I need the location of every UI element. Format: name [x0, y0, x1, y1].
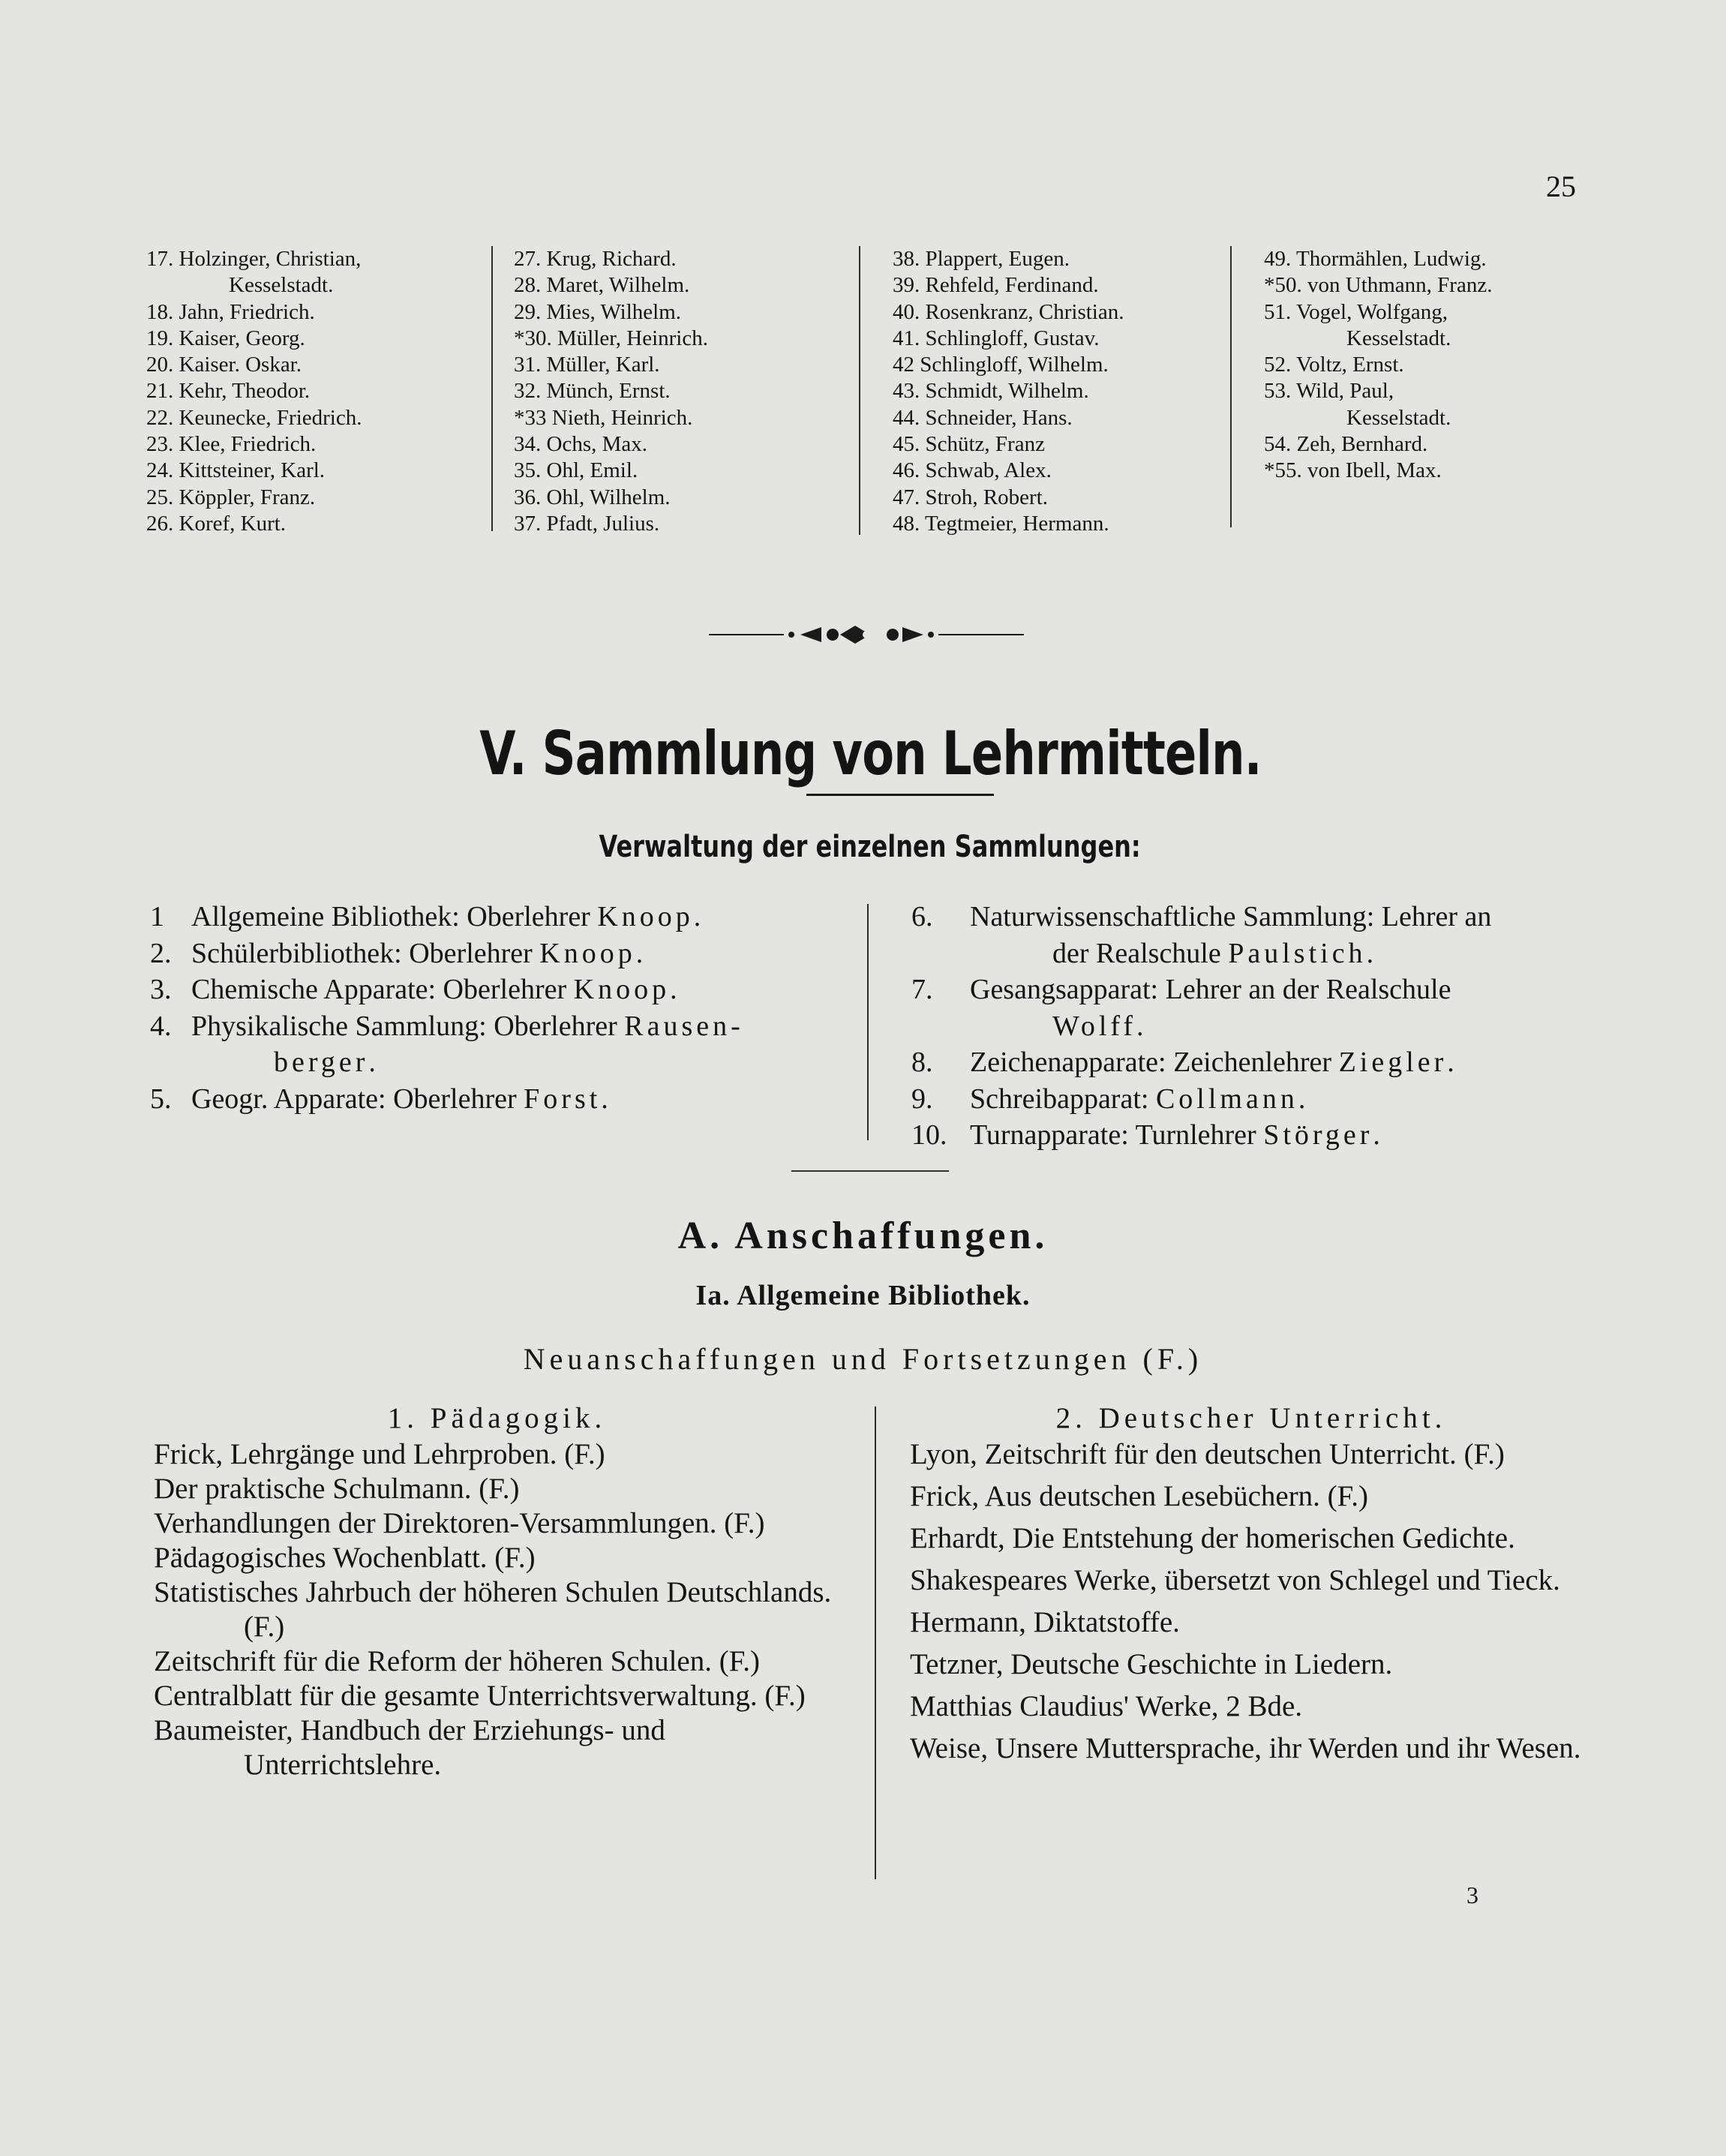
verwaltung-entry	[911, 1081, 1601, 1118]
student-entry: *33 Nieth, Heinrich.	[514, 405, 693, 430]
student-entry: 40. Rosenkranz, Christian.	[893, 299, 1124, 324]
student-entry: 25. Köppler, Franz.	[146, 485, 316, 509]
entry-text: berger.	[274, 1046, 376, 1078]
column-divider	[491, 246, 493, 531]
student-entry: 20. Kaiser. Oskar.	[146, 353, 302, 377]
student-entry: 41. Schlingloff, Gustav.	[893, 326, 1100, 350]
student-entry: 48. Tegtmeier, Hermann.	[893, 511, 1109, 536]
student-entry: 36. Ohl, Wilhelm.	[514, 485, 671, 509]
entry-text: Turnapparate: Turnlehrer Störger.	[970, 1119, 1380, 1151]
student-entry: 31. Müller, Karl.	[514, 353, 660, 377]
book-entry: Pädagogisches Wochenblatt. (F.)	[154, 1542, 536, 1574]
student-entry: 29. Mies, Wilhelm.	[514, 299, 682, 324]
book-entry: Verhandlungen der Direktoren-Versammlungen. (F.)	[154, 1507, 765, 1539]
entry-number	[150, 1044, 191, 1081]
student-list	[146, 246, 1601, 539]
subject-heading: 1. Pädagogik.	[387, 1402, 607, 1434]
entry-text: Zeichenapparate: Zeichenlehrer Ziegler.	[970, 1046, 1454, 1078]
student-column-2	[514, 246, 874, 537]
person-name: Ziegler	[1338, 1046, 1448, 1078]
student-entry: 24. Kittsteiner, Karl.	[146, 458, 326, 483]
verwaltung-right	[911, 899, 1601, 1154]
entry-number: 6.	[911, 901, 933, 932]
heading-neuanschaffungen: Neuanschaffungen und Fortsetzungen (F.)	[523, 1342, 1203, 1376]
verwaltung-entry	[911, 1117, 1601, 1154]
student-entry: 22. Keunecke, Friedrich.	[146, 405, 362, 430]
entry-text: Wolff.	[1052, 1010, 1144, 1042]
student-entry: 51. Vogel, Wolfgang,	[1264, 299, 1448, 324]
entry-text: der Realschule Paulstich.	[1052, 937, 1374, 969]
person-name: Paulstich	[1228, 937, 1367, 969]
book-entry: Frick, Aus deutschen Lesebüchern. (F.)	[910, 1480, 1368, 1512]
entry-number: 5.	[150, 1083, 172, 1115]
student-entry: 37. Pfadt, Julius.	[514, 511, 660, 536]
person-name: Knoop	[597, 901, 694, 932]
entry-text: Schreibapparat: Collmann.	[970, 1083, 1306, 1115]
student-entry: 26. Koref, Kurt.	[146, 511, 287, 536]
ornament-divider	[709, 620, 1024, 650]
column-divider	[859, 246, 860, 535]
entry-text: Chemische Apparate: Oberlehrer Knoop.	[191, 974, 677, 1005]
title-underline	[806, 794, 994, 796]
person-name: berger	[274, 1046, 369, 1078]
entry-number: 3.	[150, 974, 172, 1005]
book-list	[154, 1437, 840, 1782]
person-name: Rausen-	[624, 1010, 744, 1042]
student-entry: 49. Thormählen, Ludwig.	[1264, 247, 1487, 271]
student-entry: 47. Stroh, Robert.	[893, 485, 1049, 509]
student-entry: Kesselstadt.	[229, 273, 334, 298]
student-entry: *30. Müller, Heinrich.	[514, 326, 708, 350]
books-paedagogik	[154, 1401, 840, 1782]
student-entry: 21. Kehr, Theodor.	[146, 379, 311, 404]
student-entry: 52. Voltz, Ernst.	[1264, 353, 1404, 377]
verwaltung-entry	[150, 1008, 848, 1045]
book-entry: Tetzner, Deutsche Geschichte in Liedern.	[910, 1648, 1393, 1680]
verwaltung-entry	[150, 1081, 848, 1118]
student-entry: 28. Maret, Wilhelm.	[514, 273, 690, 298]
subject-heading: 2. Deutscher Unterricht.	[1055, 1402, 1447, 1434]
entry-number: 7.	[911, 974, 933, 1005]
book-list	[910, 1437, 1592, 1766]
column-divider	[1230, 246, 1232, 527]
student-entry: 19. Kaiser, Georg.	[146, 326, 305, 350]
entry-number: 4.	[150, 1010, 172, 1042]
entry-number: 10.	[911, 1119, 947, 1151]
entry-number	[911, 935, 970, 972]
student-entry: 39. Rehfeld, Ferdinand.	[893, 273, 1099, 298]
book-entry: Frick, Lehrgänge und Lehrproben. (F.)	[154, 1438, 605, 1470]
page-number: 25	[1546, 170, 1576, 203]
verwaltung-entry	[150, 935, 848, 972]
entry-text: Geogr. Apparate: Oberlehrer Forst.	[191, 1083, 608, 1115]
verwaltung-entry	[911, 1008, 1601, 1045]
verwaltung-entry	[150, 971, 848, 1008]
column-divider	[875, 1407, 876, 1879]
books-deutsch	[910, 1401, 1592, 1766]
entry-text: Physikalische Sammlung: Oberlehrer Rausen-	[191, 1010, 744, 1042]
book-entry: Shakespeares Werke, übersetzt von Schlegel und Tieck.	[910, 1564, 1560, 1596]
student-entry: 18. Jahn, Friedrich.	[146, 299, 315, 324]
verwaltung-entry	[911, 1044, 1601, 1081]
student-column-3	[893, 246, 1230, 537]
entry-text: Allgemeine Bibliothek: Oberlehrer Knoop.	[191, 901, 701, 932]
entry-number: 9.	[911, 1083, 933, 1115]
entry-text: Gesangsapparat: Lehrer an der Realschule	[970, 974, 1451, 1005]
verwaltung-entry	[911, 971, 1601, 1008]
student-entry: 46. Schwab, Alex.	[893, 458, 1052, 483]
person-name: Wolff	[1052, 1010, 1137, 1042]
book-entry: Centralblatt für die gesamte Unterrichtsverwaltung. (F.)	[154, 1680, 806, 1712]
book-entry: Erhardt, Die Entstehung der homerischen Gedichte.	[910, 1522, 1515, 1554]
book-entry: Lyon, Zeitschrift für den deutschen Unterricht. (F.)	[910, 1438, 1505, 1470]
student-entry: 43. Schmidt, Wilhelm.	[893, 379, 1089, 404]
entry-number: 8.	[911, 1046, 933, 1078]
student-entry: 35. Ohl, Emil.	[514, 458, 638, 483]
heading-anschaffungen: A. Anschaffungen.	[677, 1215, 1049, 1257]
book-entry: Baumeister, Handbuch der Erziehungs- und Unterrichtslehre.	[154, 1714, 665, 1781]
verwaltung-entry	[150, 1044, 848, 1081]
section-subtitle: Verwaltung der einzelnen Sammlungen:	[599, 830, 1141, 864]
person-name: Störger	[1263, 1119, 1373, 1151]
book-entry: Statistisches Jahrbuch der höheren Schulen Deutschlands. (F.)	[154, 1576, 832, 1643]
student-entry: 32. Münch, Ernst.	[514, 379, 671, 404]
heading-allgemeine-bibliothek: Ia. Allgemeine Bibliothek.	[695, 1280, 1031, 1311]
entry-text: Naturwissenschaftliche Sammlung: Lehrer an	[970, 901, 1492, 932]
student-entry: *50. von Uthmann, Franz.	[1264, 273, 1493, 298]
student-column-1	[146, 246, 484, 537]
book-entry: Zeitschrift für die Reform der höheren Schulen. (F.)	[154, 1645, 761, 1677]
signature-number: 3	[1466, 1881, 1478, 1908]
entry-text: Schülerbibliothek: Oberlehrer Knoop.	[191, 937, 644, 969]
column-divider	[867, 904, 869, 1140]
person-name: Knoop	[539, 937, 636, 969]
verwaltung-entry	[150, 899, 848, 935]
entry-number: 2.	[150, 937, 172, 969]
student-entry: 45. Schütz, Franz	[893, 432, 1045, 457]
student-entry: 34. Ochs, Max.	[514, 432, 648, 457]
student-entry: 54. Zeh, Bernhard.	[1264, 432, 1428, 457]
book-entry: Matthias Claudius' Werke, 2 Bde.	[910, 1690, 1303, 1722]
verwaltung-left	[150, 899, 848, 1117]
verwaltung-entry	[911, 899, 1601, 935]
book-entry: Der praktische Schulmann. (F.)	[154, 1473, 520, 1505]
student-entry: Kesselstadt.	[1346, 405, 1451, 430]
person-name: Forst	[524, 1083, 602, 1115]
section-title: V. Sammlung von Lehrmitteln.	[479, 719, 1262, 788]
short-divider	[791, 1170, 949, 1172]
person-name: Knoop	[573, 974, 671, 1005]
person-name: Collmann	[1155, 1083, 1298, 1115]
student-entry: 38. Plappert, Eugen.	[893, 247, 1070, 271]
book-entry: Weise, Unsere Muttersprache, ihr Werden und ihr Wesen.	[910, 1732, 1581, 1764]
student-entry: 23. Klee, Friedrich.	[146, 432, 317, 457]
book-entry: Hermann, Diktatstoffe.	[910, 1606, 1180, 1638]
student-entry: *55. von Ibell, Max.	[1264, 458, 1442, 483]
entry-number	[911, 1008, 970, 1045]
student-entry: Kesselstadt.	[1346, 326, 1451, 350]
student-column-4	[1264, 246, 1594, 485]
student-entry: 44. Schneider, Hans.	[893, 405, 1073, 430]
entry-number: 1	[150, 901, 164, 932]
verwaltung-entry	[911, 935, 1601, 972]
student-entry: 53. Wild, Paul,	[1264, 379, 1394, 404]
student-entry: 17. Holzinger, Christian,	[146, 247, 362, 271]
student-entry: 27. Krug, Richard.	[514, 247, 677, 271]
student-entry: 42 Schlingloff, Wilhelm.	[893, 353, 1109, 377]
